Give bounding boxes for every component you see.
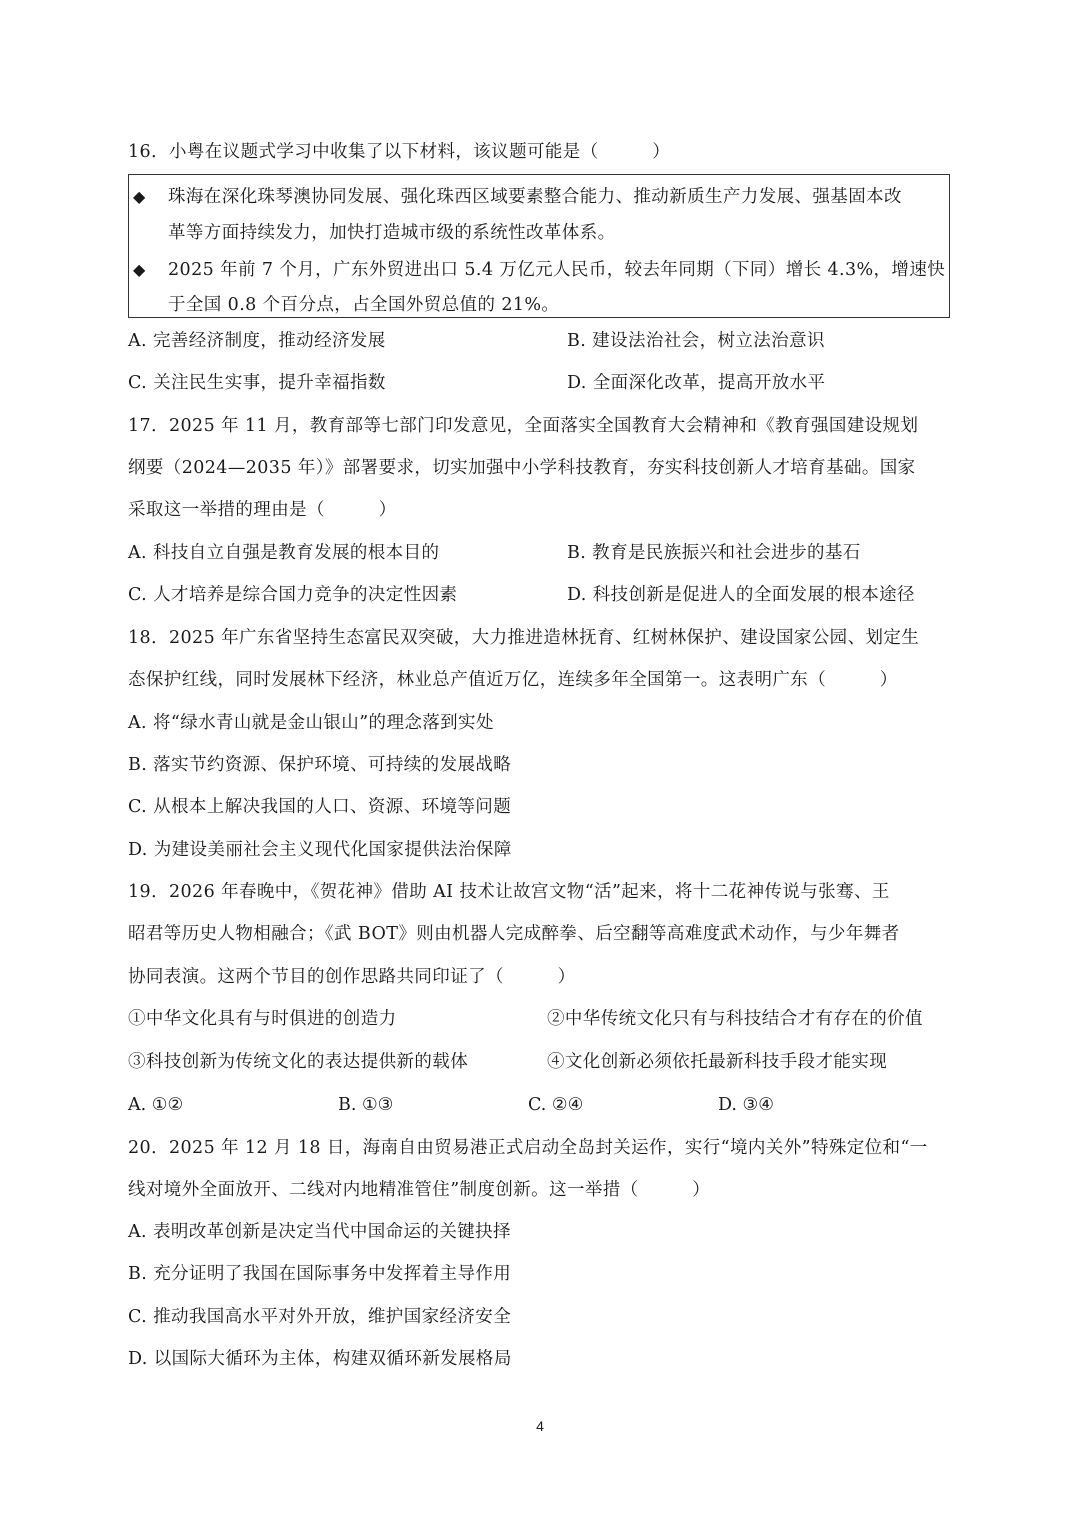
q17-stem-line-3: 采取这一举措的理由是（ ）	[128, 500, 397, 520]
q16-material-box	[128, 174, 950, 318]
q20-option-b[interactable]: B. 充分证明了我国在国际事务中发挥着主导作用	[128, 1264, 512, 1284]
q19-option-b[interactable]: B. ①③	[338, 1095, 394, 1115]
q17-stem-line-1: 17．2025 年 11 月，教育部等七部门印发意见，全面落实全国教育大会精神和《教育强国建设规划	[128, 416, 919, 436]
q20-option-c[interactable]: C. 推动我国高水平对外开放，维护国家经济安全	[128, 1307, 512, 1327]
q20-option-d[interactable]: D. 以国际大循环为主体，构建双循环新发展格局	[128, 1349, 512, 1369]
q20-stem-line-2: 线对境外全面放开、二线对内地精准管住”制度创新。这一举措（ ）	[128, 1180, 711, 1200]
bullet-diamond-icon: ◆	[133, 260, 146, 279]
q16-option-d[interactable]: D. 全面深化改革，提高开放水平	[567, 373, 826, 393]
q18-option-d[interactable]: D. 为建设美丽社会主义现代化国家提供法治保障	[128, 840, 512, 860]
q16-material-1-line-2: 革等方面持续发力，加快打造城市级的系统性改革体系。	[168, 223, 616, 243]
q16-material-2-line-2: 于全国 0.8 个百分点，占全国外贸总值的 21%。	[168, 295, 560, 315]
q17-stem-line-2: 纲要（2024—2035 年）》部署要求，切实加强中小学科技教育，夯实科技创新人才培育基础。国家	[128, 458, 916, 478]
q19-option-d[interactable]: D. ③④	[718, 1095, 774, 1115]
q19-statement-2: ②中华传统文化只有与科技结合才有存在的价值	[547, 1009, 923, 1029]
q19-stem-line-1: 19．2026 年春晚中，《贺花神》借助 AI 技术让故宫文物“活”起来，将十二花神传说与张骞、王	[128, 882, 890, 902]
bullet-diamond-icon: ◆	[133, 187, 146, 206]
q19-statement-4: ④文化创新必须依托最新科技手段才能实现	[547, 1052, 888, 1072]
q19-statement-3: ③科技创新为传统文化的表达提供新的载体	[128, 1052, 469, 1072]
q16-material-1-line-1: 珠海在深化珠琴澳协同发展、强化珠西区域要素整合能力、推动新质生产力发展、强基固本改	[168, 187, 902, 207]
q18-option-a[interactable]: A. 将“绿水青山就是金山银山”的理念落到实处	[128, 713, 494, 733]
q17-option-c[interactable]: C. 人才培养是综合国力竞争的决定性因素	[128, 585, 458, 605]
q16-stem: 16．小粤在议题式学习中收集了以下材料，该议题可能是（ ）	[128, 142, 671, 162]
q20-option-a[interactable]: A. 表明改革创新是决定当代中国命运的关键抉择	[128, 1222, 511, 1242]
q16-option-c[interactable]: C. 关注民生实事，提升幸福指数	[128, 373, 386, 393]
q18-stem-line-1: 18．2025 年广东省坚持生态富民双突破，大力推进造林抚育、红树林保护、建设国家公园、划定生	[128, 628, 920, 648]
q18-option-b[interactable]: B. 落实节约资源、保护环境、可持续的发展战略	[128, 755, 512, 775]
q16-option-a[interactable]: A. 完善经济制度，推动经济发展	[128, 331, 386, 351]
q19-option-a[interactable]: A. ①②	[128, 1095, 184, 1115]
q17-option-d[interactable]: D. 科技创新是促进人的全面发展的根本途径	[567, 585, 915, 605]
q19-stem-line-2: 昭君等历史人物相融合；《武 BOT》则由机器人完成醉拳、后空翻等高难度武术动作，与少年舞者	[128, 924, 900, 944]
q19-statement-1: ①中华文化具有与时俱进的创造力	[128, 1009, 397, 1029]
q17-option-a[interactable]: A. 科技自立自强是教育发展的根本目的	[128, 543, 440, 563]
q17-option-b[interactable]: B. 教育是民族振兴和社会进步的基石	[567, 543, 861, 563]
q16-material-2-line-1: 2025 年前 7 个月，广东外贸进出口 5.4 万亿元人民币，较去年同期（下同）增长 4.3%，增速快	[168, 260, 946, 280]
q19-stem-line-3: 协同表演。这两个节目的创作思路共同印证了（ ）	[128, 967, 576, 987]
q18-stem-line-2: 态保护红线，同时发展林下经济，林业总产值近万亿，连续多年全国第一。这表明广东（ ）	[128, 670, 898, 690]
q19-option-c[interactable]: C. ②④	[528, 1095, 584, 1115]
page-number: 4	[536, 1418, 544, 1434]
q18-option-c[interactable]: C. 从根本上解决我国的人口、资源、环境等问题	[128, 797, 512, 817]
q20-stem-line-1: 20．2025 年 12 月 18 日，海南自由贸易港正式启动全岛封关运作，实行“境内关外”特殊定位和“一	[128, 1138, 928, 1158]
q16-option-b[interactable]: B. 建设法治社会，树立法治意识	[567, 331, 825, 351]
